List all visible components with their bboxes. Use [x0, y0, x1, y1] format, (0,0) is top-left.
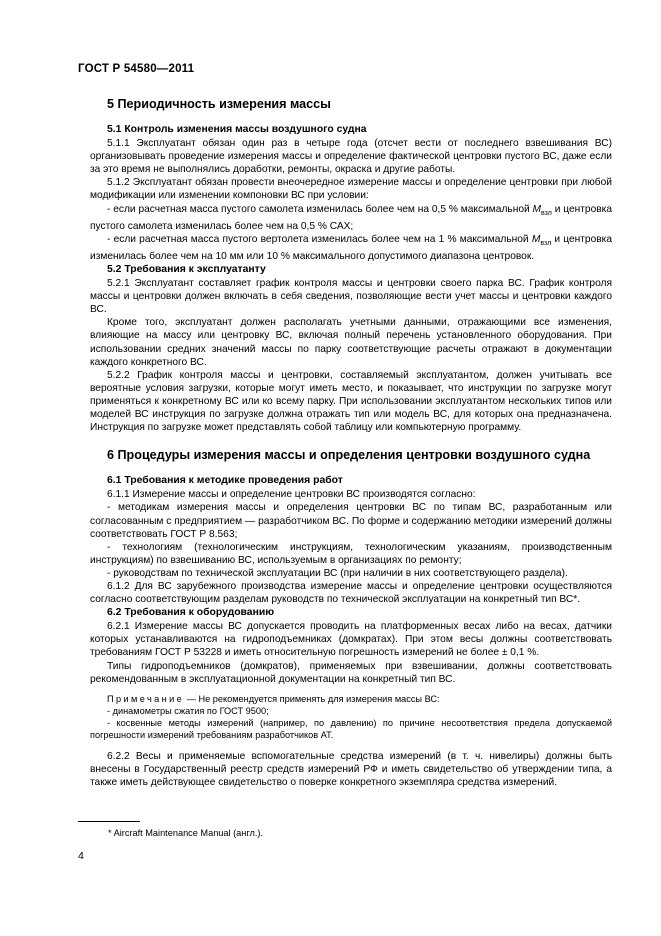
paragraph-5-2-1: 5.2.1 Эксплуатант составляет график контроля массы и центровки своего парка ВС. График контроля массы и центровки должен включать в себя сведения, позволяющие вести учет массы и центровки каждого ВС.	[90, 278, 612, 316]
note-label: Примечание	[107, 693, 185, 704]
paragraph-5-1-2: 5.1.2 Эксплуатант обязан провести внеочередное измерение массы и определение центровки при любой модификации или изменении компоновки ВС при условии:	[90, 177, 612, 202]
paragraph-6-1-1: 6.1.1 Измерение массы и определение центровки ВС производятся согласно:	[107, 489, 476, 501]
page-number: 4	[78, 850, 84, 862]
paragraph-6-2-1: 6.2.1 Измерение массы ВС допускается проводить на платформенных весах либо на весах, датчики которых устанавливаются на гидроподъемниках (домкратах). При этом весы должны соответствовать требованиям ГОСТ Р 53228 и иметь относительную погрешность измерений не более ± 0,1 %.	[90, 621, 612, 659]
footnote-divider	[78, 821, 140, 822]
note-block	[90, 693, 612, 741]
document-header: ГОСТ Р 54580—2011	[78, 63, 195, 75]
paragraph-6-1-1-item-1: - методикам измерения массы и определения центровки ВС по типам ВС, разработанным или согласованным с предприятием — разработчиком ВС. По форме и содержанию методики измерений должны соответствовать ГОСТ Р 8.563;	[90, 502, 612, 540]
paragraph-6-2-2: 6.2.2 Весы и применяемые вспомогательные средства измерений (в т. ч. нивелиры) должны быть внесены в Государственный реестр средств измерений РФ и иметь свидетельство об утверждении типа, а также иметь действующее свидетельство о поверке конкретного экземпляра средства измерений.	[90, 750, 612, 788]
subsection-6-2-heading: 6.2 Требования к оборудованию	[107, 607, 275, 619]
paragraph-6-1-1-item-2: - технологиям (технологическим инструкциям, технологическим указаниям, производственным инструкциям) по взвешиванию ВС, используемым в организациях по ремонту;	[90, 541, 612, 566]
paragraph-5-2-1-cont: Кроме того, эксплуатант должен располагать учетными данными, отражающими все изменения, влияющие на массу или центровку ВС, включая полный перечень установленного оборудования. При использовании средних значений массы по парку соответствующие расчеты отражают в документации каждого конкретного ВС.	[90, 317, 612, 368]
subsection-5-1-heading: 5.1 Контроль изменения массы воздушного судна	[107, 124, 367, 135]
paragraph-6-2-1-cont: Типы гидроподъемников (домкратов), применяемых при взвешивании, должны соответствовать рекомендованным в эксплуатационной документации на конкретный тип ВС.	[90, 660, 612, 685]
paragraph-5-2-2: 5.2.2 График контроля массы и центровки, составляемый эксплуатантом, должен учитывать все вероятные условия загрузки, которые могут иметь место, и показывает, что инструкции по загрузке могут применяться к конкретному ВС или ко всему парку. При использовании эксплуатантом нескольких типов или моделей ВС инструкция по загрузке должна отражать тип или модель ВС, для которых она предназначена. Инструкция по загрузке может представлять собой таблицу или компьютерную программу.	[90, 369, 612, 434]
page-content	[90, 96, 612, 789]
subsection-6-1-heading: 6.1 Требования к методике проведения работ	[107, 475, 343, 487]
paragraph-5-1-1: 5.1.1 Эксплуатант обязан один раз в четыре года (отсчет вести от последнего взвешивания ВС) организовывать проведение измерения массы и определение фактической центровки пустого ВС, даже если за это время не выполнялись доработки, ремонты, окраска и другие работы.	[90, 138, 612, 176]
paragraph-6-1-1-item-3: - руководствам по технической эксплуатации ВС (при наличии в них соответствующего раздела).	[107, 567, 568, 579]
note-item-2: - косвенные методы измерений (например, по давлению) по причине несоответствия предела допускаемой погрешности измерений требованиям разработчиков АТ.	[90, 717, 612, 740]
paragraph-6-1-2: 6.1.2 Для ВС зарубежного производства измерение массы и определение центровки осуществляются согласно соответствующим разделам руководств по технической эксплуатации на конкретный тип ВС*.	[90, 580, 612, 606]
section-5-heading: 5 Периодичность измерения массы	[107, 97, 331, 111]
section-6-heading: 6 Процедуры измерения массы и определения центровки воздушного судна	[107, 448, 591, 463]
footnote: * Aircraft Maintenance Manual (англ.).	[108, 828, 264, 838]
note-intro: Примечание — Не рекомендуется применять для измерения массы ВС:	[107, 693, 440, 704]
note-item-1: - динамометры сжатия по ГОСТ 9500;	[107, 705, 269, 716]
paragraph-5-1-2-item-1: - если расчетная масса пустого самолета изменилась более чем на 0,5 % максимальной $M_{взл}$ и центровка пустого самолета изменилась более чем на 0,5 % САХ;	[90, 203, 612, 232]
subsection-5-2-heading: 5.2 Требования к эксплуатанту	[107, 264, 266, 275]
paragraph-5-1-2-item-2: - если расчетная масса пустого вертолета изменилась более чем на 1 % максимальной $M_{взл}$ и центровка изменилась более чем на 10 мм или 10 % максимального допустимого диапазона центровок.	[90, 233, 612, 262]
